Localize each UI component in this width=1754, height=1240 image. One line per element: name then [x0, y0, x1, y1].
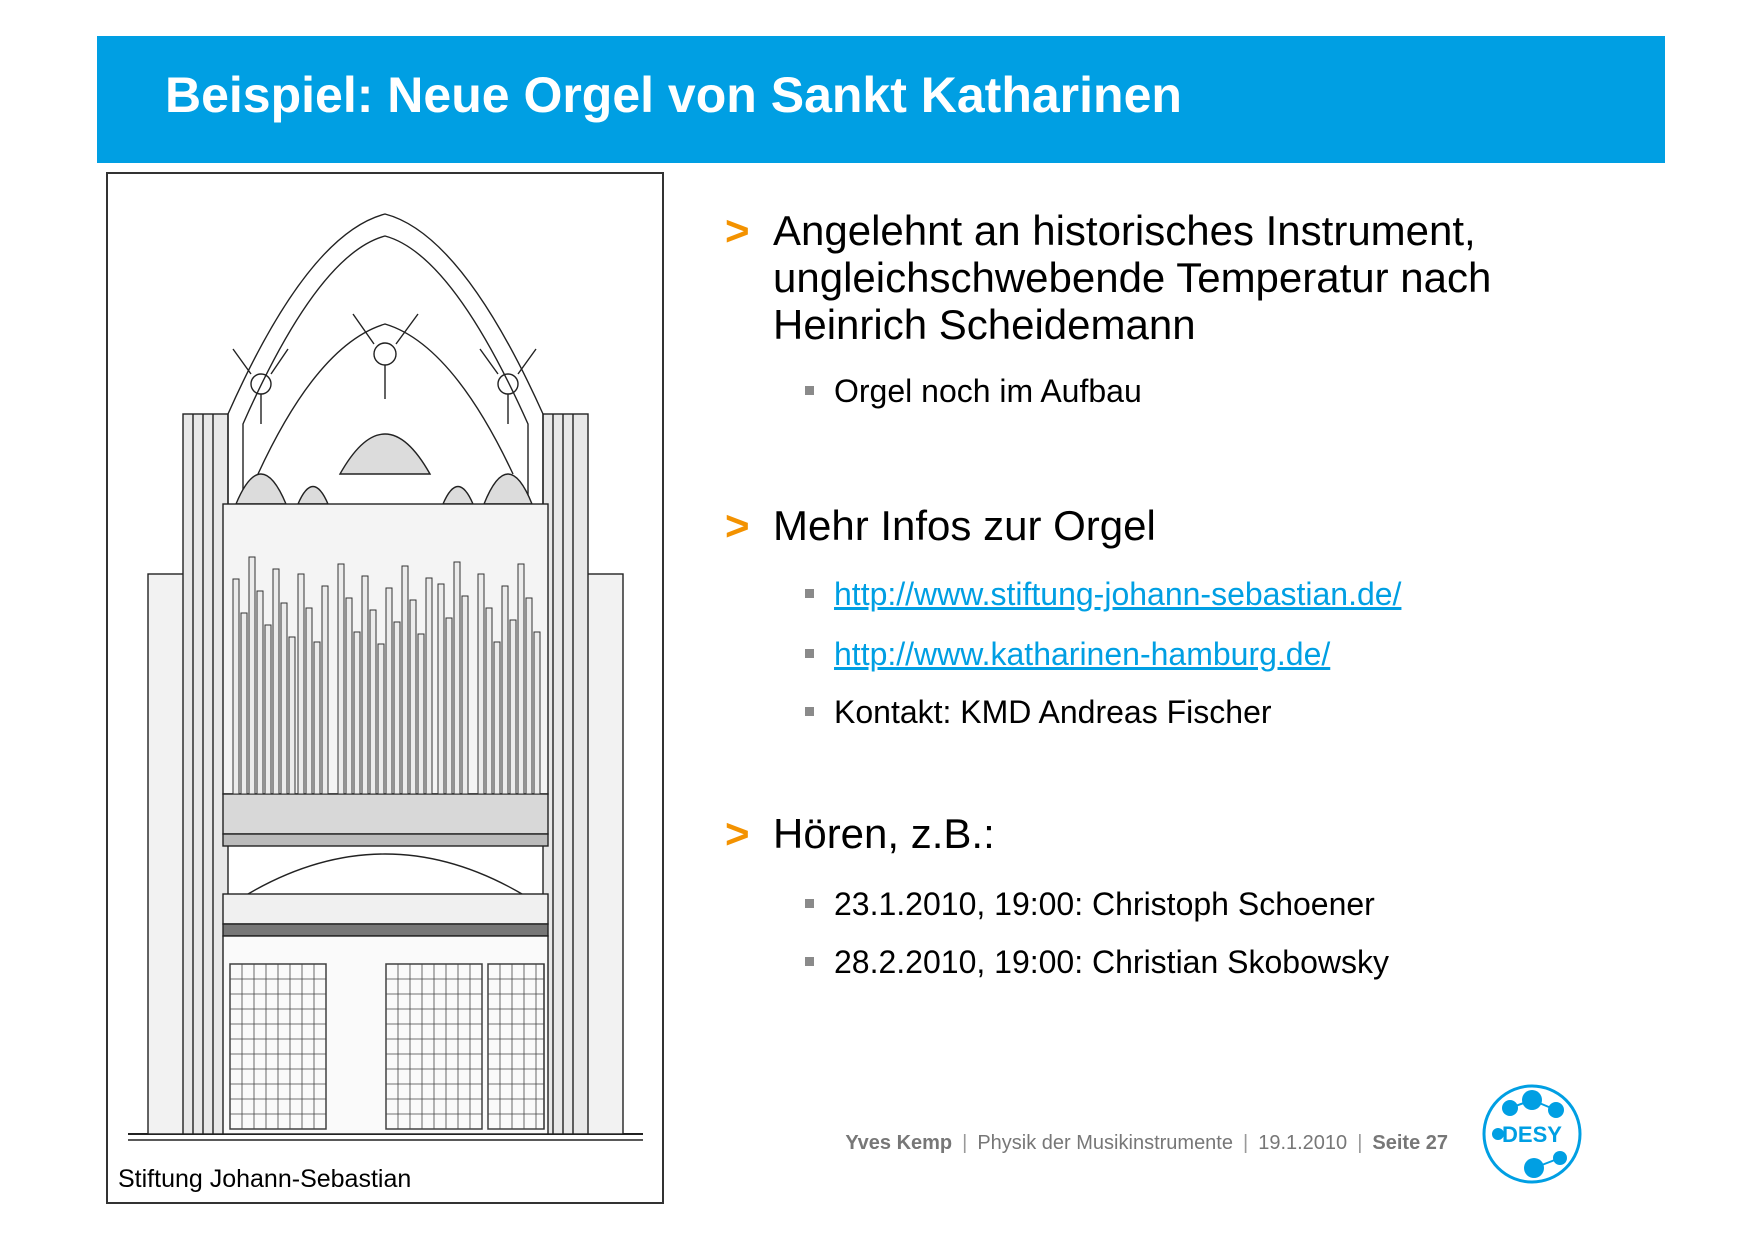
square-bullet-icon — [805, 589, 814, 598]
footer-course: Physik der Musikinstrumente — [977, 1132, 1233, 1154]
desy-logo-icon — [1480, 1082, 1584, 1191]
subbullet-text: Kontakt: KMD Andreas Fischer — [834, 694, 1272, 730]
subbullet-text: Orgel noch im Aufbau — [834, 373, 1142, 409]
bullet-arrow-icon: > — [725, 810, 750, 857]
footer-separator: | — [1243, 1132, 1249, 1154]
footer-author: Yves Kemp — [845, 1132, 953, 1154]
bullet-text: Mehr Infos zur Orgel — [773, 502, 1156, 549]
square-bullet-icon — [805, 957, 814, 966]
title-bar — [97, 36, 1665, 163]
figure-caption: Stiftung Johann-Sebastian — [118, 1165, 412, 1193]
square-bullet-icon — [805, 386, 814, 395]
link-stiftung[interactable]: http://www.stiftung-johann-sebastian.de/ — [834, 576, 1402, 612]
bullet-arrow-icon: > — [725, 207, 750, 254]
subbullet-text: 23.1.2010, 19:00: Christoph Schoener — [834, 886, 1375, 922]
organ-drawing-icon — [108, 174, 662, 1202]
bullet-text: Hören, z.B.: — [773, 810, 995, 857]
square-bullet-icon — [805, 707, 814, 716]
subbullet-text: 28.2.2010, 19:00: Christian Skobowsky — [834, 944, 1389, 980]
slide-footer — [845, 1132, 1448, 1155]
slide-title: Beispiel: Neue Orgel von Sankt Katharinen — [165, 67, 1182, 123]
footer-page: Seite 27 — [1372, 1132, 1448, 1154]
organ-figure — [106, 172, 664, 1204]
footer-date: 19.1.2010 — [1258, 1132, 1348, 1154]
square-bullet-icon — [805, 649, 814, 658]
logo-text: DESY — [1502, 1122, 1562, 1147]
square-bullet-icon — [805, 899, 814, 908]
footer-separator: | — [962, 1132, 968, 1154]
link-katharinen[interactable]: http://www.katharinen-hamburg.de/ — [834, 636, 1331, 672]
footer-separator: | — [1357, 1132, 1363, 1154]
bullet-text: Angelehnt an historisches Instrument, ungleichschwebende Temperatur nach Heinrich Scheidemann — [773, 207, 1492, 348]
bullet-arrow-icon: > — [725, 502, 750, 549]
